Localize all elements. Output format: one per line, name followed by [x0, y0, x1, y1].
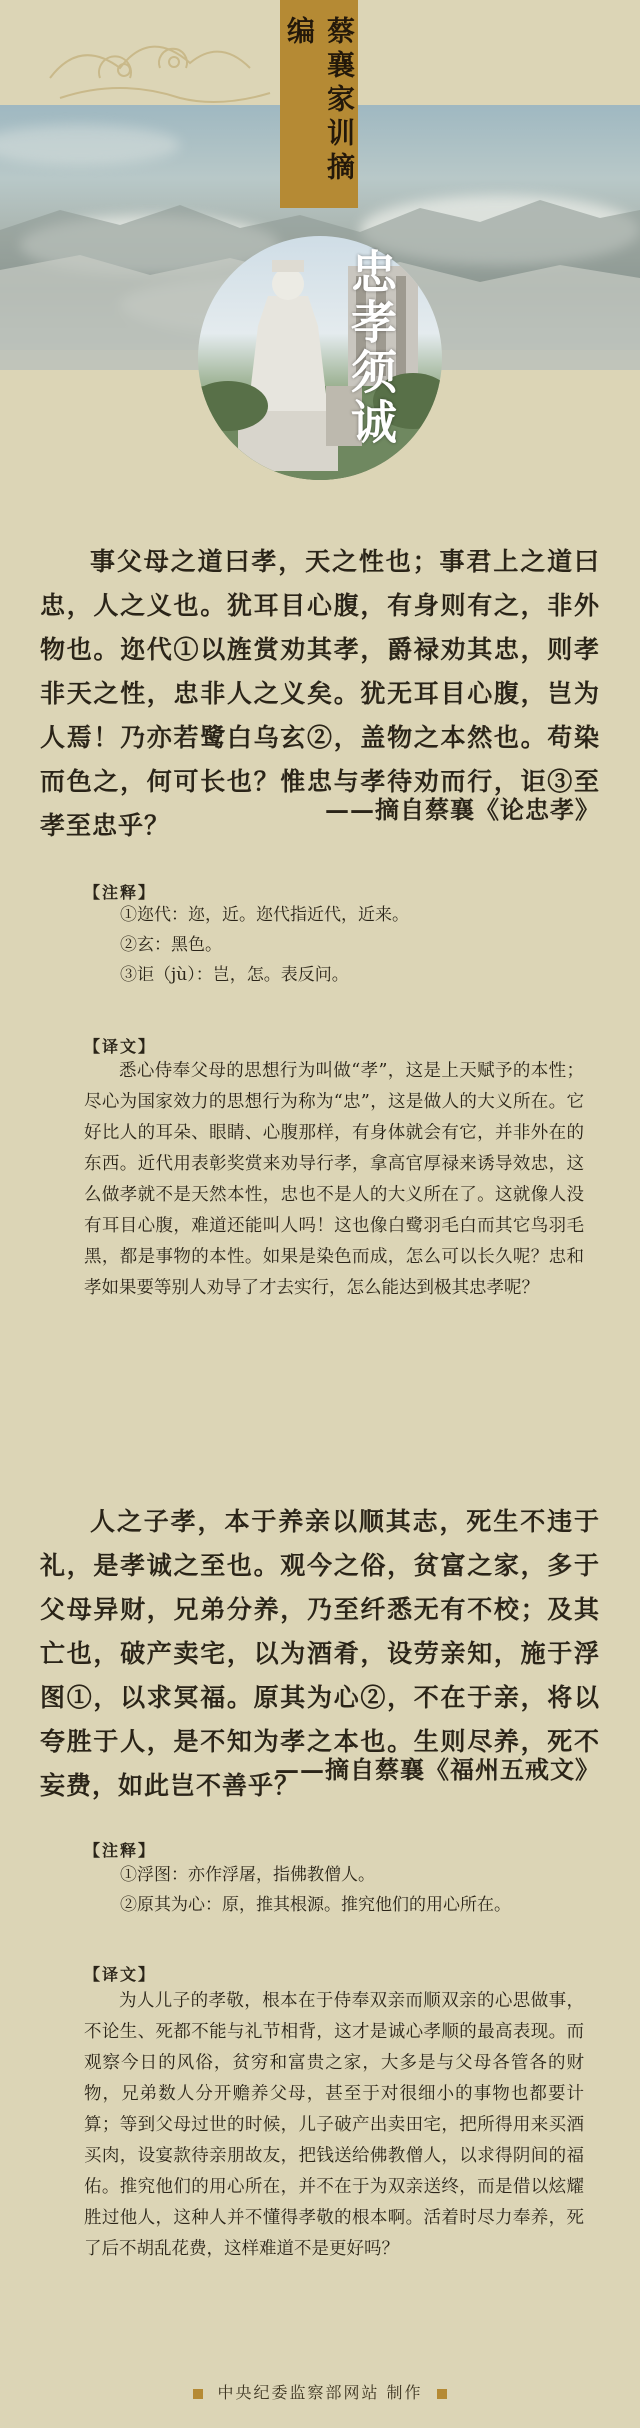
note-item: ③讵（jù）：岂，怎。表反问。: [120, 965, 349, 985]
header-banner: [0, 0, 640, 490]
statue-illustration: [198, 236, 442, 480]
square-bullet-icon: [437, 2389, 447, 2399]
translation-text-2: 为人儿子的孝敬，根本在于侍奉双亲而顺双亲的心思做事，不论生、死都不能与礼节相背，这才是诚心孝顺的最高表现。而观察今日的风俗，贫穷和富贵之家，大多是与父母各管各的财物，兄弟数人分开赡养父母，甚至于对很细小的事物也都要计算；等到父母过世的时候，儿子破产出卖田宅，把所得用来买酒买肉，设宴款待亲朋故友，把钱送给佛教僧人，以求得阴间的福佑。推究他们的用心所在，并不在于为双亲送终，而是借以炫耀胜过他人，这种人并不懂得孝敬的根本啊。活着时尽力奉养，死了后不胡乱花费，这样难道不是更好吗？: [84, 1991, 584, 2259]
square-bullet-icon: [193, 2389, 203, 2399]
translation-text-1: 悉心侍奉父母的思想行为叫做“孝”，这是上天赋予的本性；尽心为国家效力的思想行为称为“忠”，这是做人的大义所在。它好比人的耳朵、眼睛、心腹那样，有身体就会有它，并非外在的东西。近代用表彰奖赏来劝导行孝，拿高官厚禄来诱导效忠，这么做孝就不是天然本性，忠也不是人的大义所在了。这就像人没有耳目心腹，难道还能叫人吗！这也像白鹭羽毛白而其它鸟羽毛黑，都是事物的本性。如果是染色而成，怎么可以长久呢？忠和孝如果要等别人劝导了才去实行，怎么能达到极其忠孝呢？: [84, 1061, 584, 1298]
footer-credit: 中央纪委监察部网站 制作: [217, 2383, 423, 2402]
note-item: ②原其为心：原，推其根源。推究他们的用心所在。: [120, 1895, 511, 1915]
notes-list-2: [120, 1860, 590, 1920]
note-item: ①浮图：亦作浮屠，指佛教僧人。: [120, 1865, 375, 1885]
statue-photo: [198, 236, 442, 480]
theme-title: 忠孝须诚: [344, 248, 398, 448]
note-item: ②玄：黑色。: [120, 935, 222, 955]
essay-source-1: ——摘自蔡襄《论忠孝》: [325, 795, 600, 824]
series-title: 蔡襄家训摘编: [283, 16, 356, 186]
footer: [0, 2380, 640, 2403]
series-title-bar: [280, 0, 358, 208]
auspicious-cloud-ornament: [40, 8, 280, 118]
essay-source-2: ——摘自蔡襄《福州五戒文》: [275, 1755, 600, 1784]
translation-label-1: 【译文】: [84, 1037, 157, 1056]
notes-label-1: 【注释】: [84, 883, 157, 902]
essay-text-2: 人之子孝，本于养亲以顺其志，死生不违于礼，是孝诚之至也。观今之俗，贫富之家，多于父母异财，兄弟分养，乃至纤悉无有不校；及其亡也，破产卖宅，以为酒肴，设劳亲知，施于浮图①，以求冥福。原其为心②，不在于亲，将以夸胜于人，是不知为孝之本也。生则尽养，死不妄费，如此岂不善乎？: [40, 1507, 600, 1800]
translation-label-2: 【译文】: [84, 1965, 157, 1984]
notes-label-2: 【注释】: [84, 1841, 157, 1860]
notes-list-1: [120, 900, 590, 990]
note-item: ①迩代：迩，近。迩代指近代，近来。: [120, 905, 409, 925]
essay-text-1: 事父母之道曰孝，天之性也；事君上之道曰忠，人之义也。犹耳目心腹，有身则有之，非外物也。迩代①以旌赏劝其孝，爵禄劝其忠，则孝非天之性，忠非人之义矣。犹无耳目心腹，岂为人焉！乃亦若鹭白乌玄②，盖物之本然也。苟染而色之，何可长也？惟忠与孝待劝而行，讵③至孝至忠乎？: [40, 547, 600, 840]
